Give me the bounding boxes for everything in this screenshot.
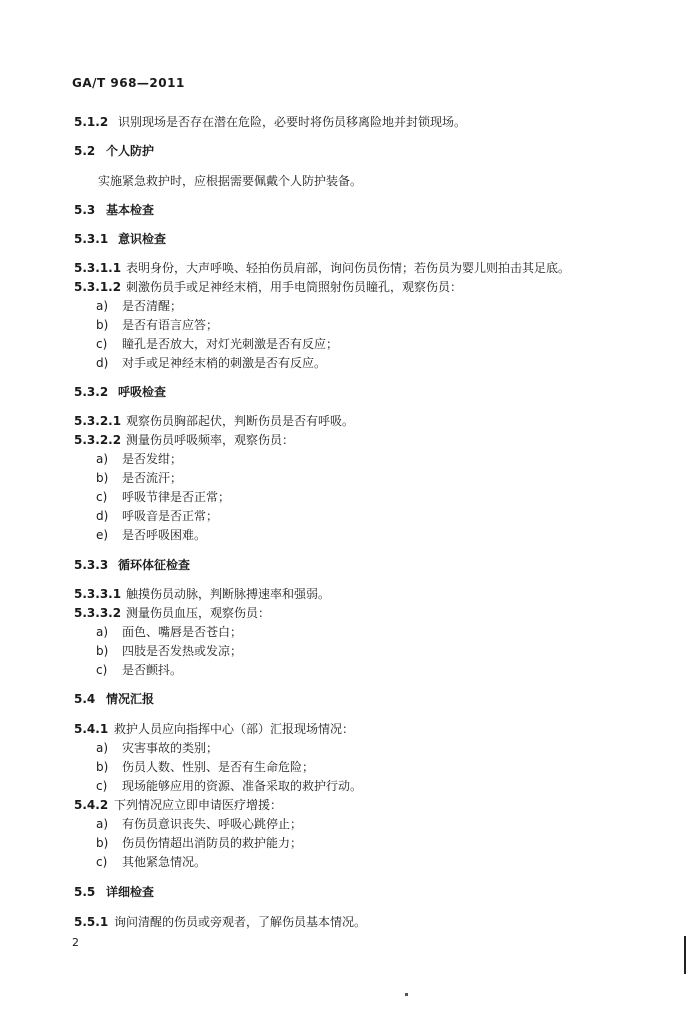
clause-number: 5.3.2.1: [74, 414, 122, 428]
list-marker: a): [96, 817, 109, 831]
list-marker: c): [96, 663, 108, 677]
list-marker: b): [96, 836, 109, 850]
list-marker: c): [96, 490, 108, 504]
list-marker: d): [96, 356, 109, 370]
subsection-title: 意识检查: [118, 232, 167, 246]
section-5-5: [74, 883, 154, 900]
clause-5-3-1-1: [74, 259, 570, 276]
section-number: 5.2: [74, 144, 96, 158]
list-item: [96, 354, 326, 371]
clause-5-1-2: [74, 113, 466, 130]
list-item: [96, 815, 302, 832]
scan-edge-mark: [684, 936, 686, 974]
list-item-text: 是否呼吸困难。: [122, 528, 207, 542]
list-item: [96, 623, 242, 640]
section-5-2: [74, 142, 154, 159]
clause-text: 测量伤员血压，观察伤员：: [126, 606, 271, 620]
list-marker: a): [96, 452, 109, 466]
clause-text: 下列情况应立即申请医疗增援：: [114, 798, 283, 812]
section-number: 5.4: [74, 692, 96, 706]
subsection-5-3-3: [74, 556, 190, 573]
clause-5-3-3-1: [74, 585, 330, 602]
clause-text: 识别现场是否存在潜在危险，必要时将伤员移离险地并封锁现场。: [118, 115, 467, 129]
scan-speck: [405, 993, 408, 996]
list-item: [96, 661, 182, 678]
list-marker: b): [96, 644, 109, 658]
list-item: [96, 450, 182, 467]
list-marker: a): [96, 741, 109, 755]
list-item: [96, 297, 182, 314]
paragraph: [98, 172, 362, 189]
list-item-text: 是否有语言应答；: [122, 318, 219, 332]
list-marker: c): [96, 855, 108, 869]
clause-number: 5.3.3.1: [74, 587, 122, 601]
list-item: [96, 316, 218, 333]
list-item-text: 呼吸节律是否正常；: [122, 490, 231, 504]
list-item: [96, 834, 302, 851]
list-item: [96, 777, 362, 794]
clause-5-3-1-2: [74, 278, 462, 295]
clause-number: 5.3.3.2: [74, 606, 122, 620]
subsection-title: 循环体征检查: [118, 558, 191, 572]
section-title: 情况汇报: [106, 692, 155, 706]
standard-header: GA/T 968—2011: [72, 76, 185, 90]
section-title: 详细检查: [106, 885, 155, 899]
list-marker: e): [96, 528, 109, 542]
subsection-5-3-1: [74, 230, 166, 247]
list-item-text: 灾害事故的类别；: [122, 741, 219, 755]
list-marker: b): [96, 318, 109, 332]
subsection-title: 呼吸检查: [118, 385, 167, 399]
clause-5-3-3-2: [74, 604, 270, 621]
subsection-number: 5.3.3: [74, 558, 109, 572]
list-item-text: 现场能够应用的资源、准备采取的救护行动。: [122, 779, 363, 793]
list-item: [96, 642, 242, 659]
list-item-text: 伤员人数、性别、是否有生命危险；: [122, 760, 315, 774]
list-item: [96, 526, 206, 543]
section-5-3: [74, 201, 154, 218]
list-marker: b): [96, 760, 109, 774]
section-number: 5.5: [74, 885, 96, 899]
clause-text: 表明身份，大声呼唤、轻拍伤员肩部，询问伤员伤情；若伤员为婴儿则拍击其足底。: [126, 261, 571, 275]
list-item-text: 面色、嘴唇是否苍白；: [122, 625, 243, 639]
clause-text: 询问清醒的伤员或旁观者，了解伤员基本情况。: [114, 915, 367, 929]
clause-number: 5.4.2: [74, 798, 109, 812]
clause-5-4-2: [74, 796, 282, 813]
list-item: [96, 469, 182, 486]
subsection-number: 5.3.1: [74, 232, 109, 246]
clause-5-4-1: [74, 720, 354, 737]
clause-number: 5.4.1: [74, 722, 109, 736]
clause-text: 救护人员应向指挥中心（部）汇报现场情况：: [114, 722, 355, 736]
list-item: [96, 507, 218, 524]
list-item-text: 有伤员意识丧失、呼吸心跳停止；: [122, 817, 303, 831]
list-item: [96, 335, 338, 352]
clause-text: 测量伤员呼吸频率，观察伤员：: [126, 433, 295, 447]
list-item: [96, 739, 218, 756]
clause-5-5-1: [74, 913, 366, 930]
list-item: [96, 488, 230, 505]
list-item-text: 伤员伤情超出消防员的救护能力；: [122, 836, 303, 850]
list-marker: c): [96, 337, 108, 351]
list-item: [96, 853, 206, 870]
list-marker: d): [96, 509, 109, 523]
clause-text: 刺激伤员手或足神经末梢，用手电筒照射伤员瞳孔，观察伤员：: [126, 280, 463, 294]
clause-number: 5.3.1.2: [74, 280, 122, 294]
section-title: 个人防护: [106, 144, 155, 158]
clause-text: 触摸伤员动脉，判断脉搏速率和强弱。: [126, 587, 331, 601]
list-marker: a): [96, 299, 109, 313]
section-title: 基本检查: [106, 203, 155, 217]
list-item-text: 是否流汗；: [122, 471, 183, 485]
clause-number: 5.5.1: [74, 915, 109, 929]
list-marker: c): [96, 779, 108, 793]
list-item-text: 是否发绀；: [122, 452, 183, 466]
list-item-text: 对手或足神经末梢的刺激是否有反应。: [122, 356, 327, 370]
clause-number: 5.3.1.1: [74, 261, 122, 275]
clause-number: 5.1.2: [74, 115, 109, 129]
paragraph-text: 实施紧急救护时，应根据需要佩戴个人防护装备。: [98, 174, 363, 188]
subsection-5-3-2: [74, 383, 166, 400]
section-5-4: [74, 690, 154, 707]
clause-number: 5.3.2.2: [74, 433, 122, 447]
page-number: 2: [72, 936, 79, 949]
clause-5-3-2-1: [74, 412, 354, 429]
list-marker: b): [96, 471, 109, 485]
list-item-text: 呼吸音是否正常；: [122, 509, 219, 523]
list-marker: a): [96, 625, 109, 639]
list-item-text: 四肢是否发热或发凉；: [122, 644, 243, 658]
list-item-text: 瞳孔是否放大，对灯光刺激是否有反应；: [122, 337, 339, 351]
list-item: [96, 758, 314, 775]
clause-text: 观察伤员胸部起伏，判断伤员是否有呼吸。: [126, 414, 355, 428]
section-number: 5.3: [74, 203, 96, 217]
list-item-text: 是否颤抖。: [122, 663, 183, 677]
clause-5-3-2-2: [74, 431, 294, 448]
list-item-text: 是否清醒；: [122, 299, 183, 313]
list-item-text: 其他紧急情况。: [122, 855, 207, 869]
subsection-number: 5.3.2: [74, 385, 109, 399]
